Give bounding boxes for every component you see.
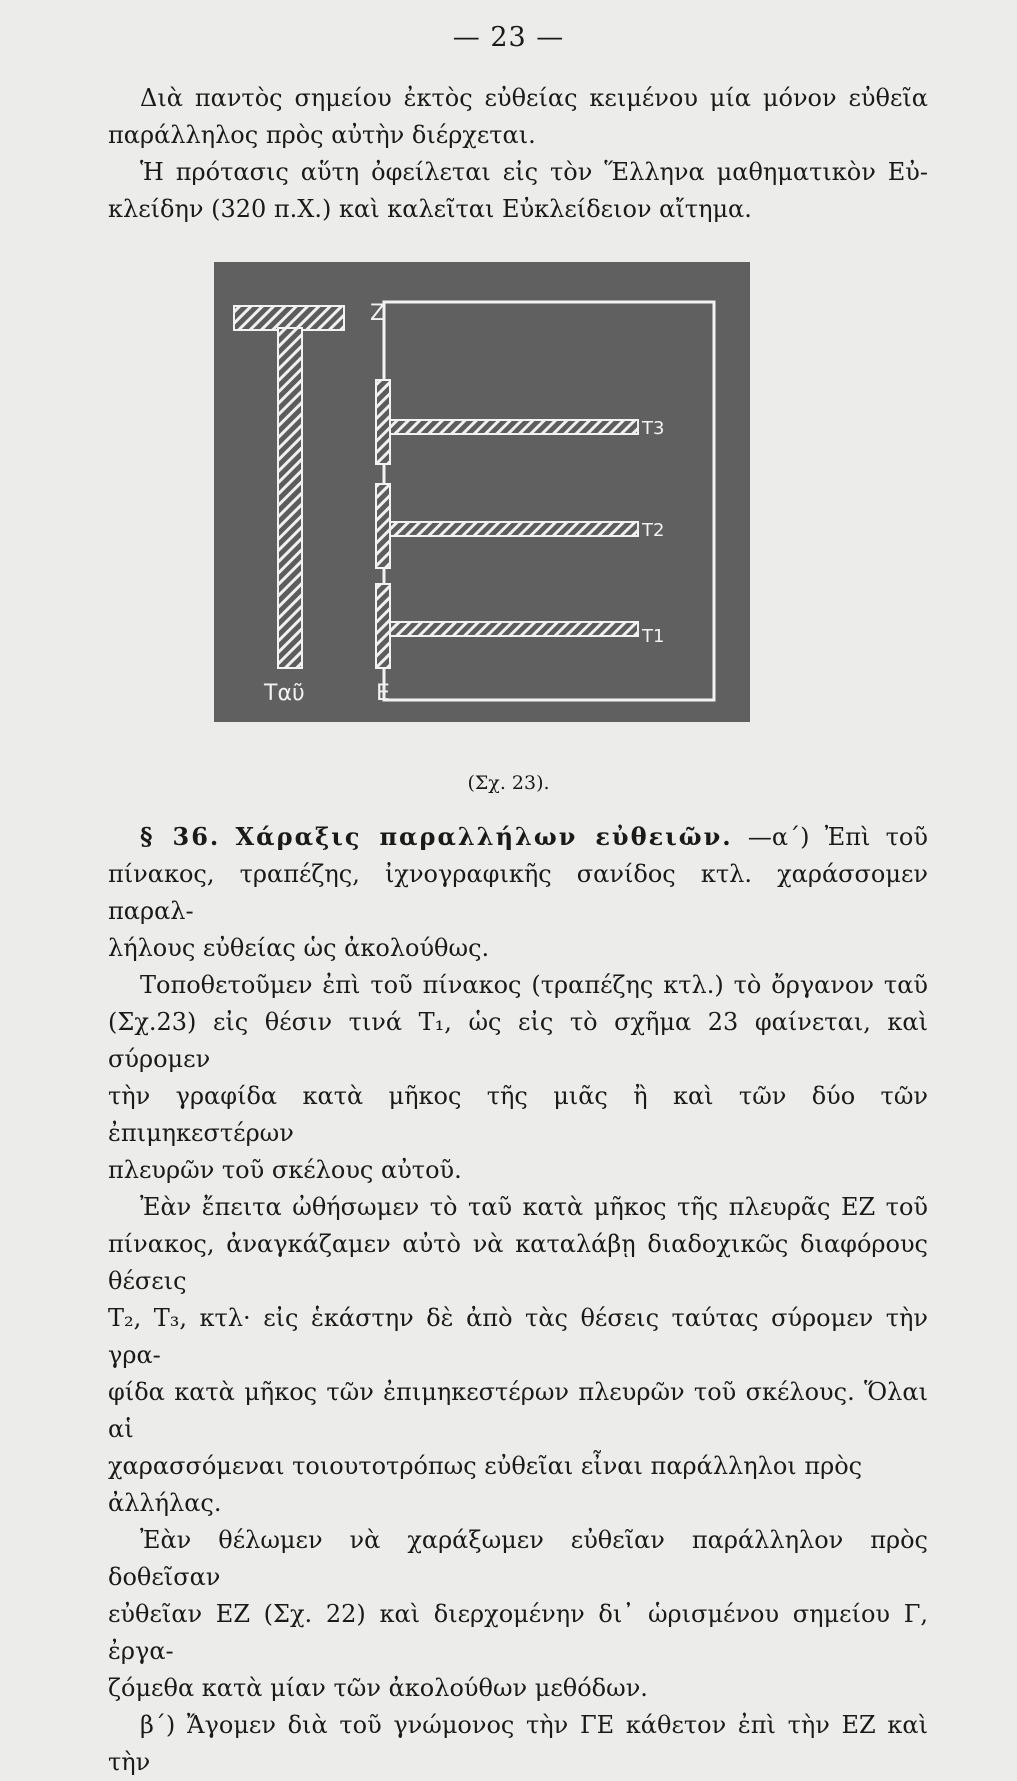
text-line: εὐθεῖαν ΕΖ (Σχ. 22) καὶ διερχομένην δι᾽ ὡρισμένου σημείου Γ, ἐργα- — [108, 1600, 928, 1665]
text-line: φίδα κατὰ μῆκος τῶν ἐπιμηκεστέρων πλευρῶν τοῦ σκέλους. Ὅλαι αἱ — [108, 1378, 928, 1443]
text-line: Ἐὰν θέλωμεν νὰ χαράξωμεν εὐθεῖαν παράλληλον πρὸς δοθεῖσαν — [108, 1526, 928, 1591]
opening-text — [108, 80, 928, 228]
t3-head — [376, 380, 390, 464]
loose-t-square-head — [234, 306, 344, 330]
text-line: Διὰ παντὸς σημείου ἐκτὸς εὐθείας κειμένου μία μόνον εὐθεῖα — [140, 84, 928, 112]
drawing-board-outline — [384, 302, 714, 700]
text-line: κλείδην (320 π.Χ.) καὶ καλεῖται Εὐκλείδειον αἴτημα. — [108, 195, 752, 223]
t3-blade — [390, 420, 638, 434]
t2-head — [376, 484, 390, 568]
text-line: (Σχ.23) εἰς θέσιν τινά Τ₁, ὡς εἰς τὸ σχῆμα 23 φαίνεται, καὶ σύρομεν — [108, 1008, 928, 1073]
text-line: Ἡ πρότασις αὕτη ὀφείλεται εἰς τὸν Ἕλληνα μαθηματικὸν Εὐ- — [140, 158, 928, 186]
t1-head — [376, 584, 390, 668]
label-z: Z — [370, 301, 386, 326]
text-line: χαρασσόμεναι τοιουτοτρόπως εὐθεῖαι εἶναι παράλληλοι πρὸς ἀλλήλας. — [108, 1452, 863, 1517]
text-line: ζόμεθα κατὰ μίαν τῶν ἀκολούθων μεθόδων. — [108, 1674, 648, 1702]
section-heading-line — [108, 818, 928, 856]
section-intro: —α΄) Ἐπὶ τοῦ — [747, 823, 928, 851]
label-e: E — [376, 681, 390, 706]
text-line: παράλληλος πρὸς αὐτὴν διέρχεται. — [108, 121, 536, 149]
text-line: πίνακος, ἀναγκάζαμεν αὐτὸ νὰ καταλάβῃ διαδοχικῶς διαφόρους θέσεις — [108, 1230, 928, 1295]
section-number: § 36. — [140, 822, 221, 851]
text-line: Τ₂, Τ₃, κτλ· εἰς ἑκάστην δὲ ἀπὸ τὰς θέσεις ταύτας σύρομεν τὴν γρα- — [108, 1304, 928, 1369]
text-line: Ἐὰν ἔπειτα ὠθήσωμεν τὸ ταῦ κατὰ μῆκος τῆς πλευρᾶς ΕΖ τοῦ — [140, 1193, 928, 1221]
text-line: Τοποθετοῦμεν ἐπὶ τοῦ πίνακος (τραπέζης κτλ.) τὸ ὄργανον ταῦ — [140, 971, 928, 999]
label-t3: T3 — [642, 418, 665, 439]
text-line: β΄) Ἄγομεν διὰ τοῦ γνώμονος τὴν ΓΕ κάθετον ἐπὶ τὴν ΕΖ καὶ τὴν — [108, 1711, 928, 1776]
section-title: Χάραξις παραλλήλων εὐθειῶν. — [235, 822, 733, 851]
page-number: — 23 — — [452, 22, 565, 53]
label-t1: T1 — [642, 626, 665, 647]
text-line: τὴν γραφίδα κατὰ μῆκος τῆς μιᾶς ἢ καὶ τῶν δύο τῶν ἐπιμηκεστέρων — [108, 1082, 928, 1147]
label-tau: Ταῦ — [264, 681, 305, 706]
label-t2: T2 — [642, 520, 665, 541]
t1-blade — [390, 622, 638, 636]
t2-blade — [390, 522, 638, 536]
text-line: πλευρῶν τοῦ σκέλους αὐτοῦ. — [108, 1156, 462, 1184]
figure-drawing — [214, 262, 750, 722]
text-line: λήλους εὐθείας ὡς ἀκολούθως. — [108, 934, 490, 962]
t-square-figure — [214, 262, 750, 722]
section-36 — [108, 818, 928, 1781]
loose-t-square-blade — [278, 328, 302, 668]
figure-caption: (Σχ. 23). — [467, 772, 550, 794]
text-line: πίνακος, τραπέζης, ἰχνογραφικῆς σανίδος κτλ. χαράσσομεν παραλ- — [108, 860, 928, 925]
